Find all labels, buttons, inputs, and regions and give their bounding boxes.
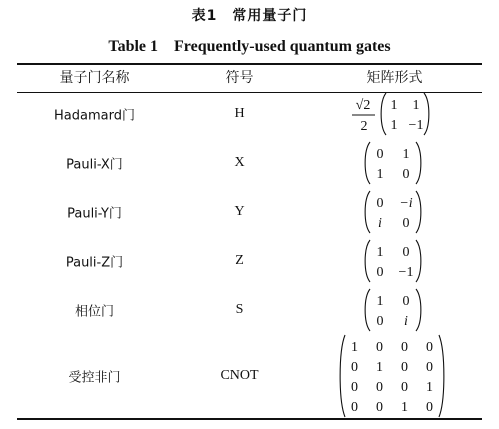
gate-symbol-phase: S	[235, 302, 244, 317]
matrix-cnot-entry: 0	[351, 400, 358, 415]
matrix-phase-right-paren	[416, 289, 421, 331]
matrix-cnot-entry: 1	[351, 340, 358, 355]
matrix-hadamard-entry: 1	[390, 118, 398, 133]
matrix-hadamard-left-paren	[381, 93, 386, 135]
matrix-phase-left-paren	[365, 289, 370, 331]
matrix-pauli-z-entry: 0	[402, 245, 410, 260]
gate-name-pauli-y: Pauli-Y门	[67, 206, 122, 222]
gate-name-phase: 相位门	[74, 304, 114, 320]
gate-name-hadamard: Hadamard门	[54, 108, 135, 124]
matrix-pauli-x-entry: 1	[402, 147, 410, 162]
matrix-pauli-z-entry: 1	[376, 245, 384, 260]
matrix-cnot-entry: 0	[401, 380, 408, 395]
matrix-pauli-y-entry: 0	[376, 196, 384, 211]
matrix-pauli-z-left-paren	[365, 240, 370, 282]
matrix-cnot-entry: 0	[426, 340, 433, 355]
matrix-pauli-y-entry: −i	[399, 196, 413, 211]
matrix-cnot-entry: 0	[401, 340, 408, 355]
matrix-pauli-z-entry: −1	[398, 265, 414, 280]
matrix-phase-entry: 0	[402, 294, 410, 309]
matrix-cnot-entry: 0	[351, 380, 358, 395]
matrix-cnot-left-paren	[340, 335, 345, 417]
gate-name-cnot: 受控非门	[68, 370, 121, 386]
matrix-pauli-z-right-paren	[416, 240, 421, 282]
matrix-cnot-entry: 0	[426, 400, 433, 415]
matrix-pauli-x-entry: 0	[402, 167, 410, 182]
gate-symbol-pauli-x: X	[234, 155, 245, 170]
matrix-cnot-entry: 1	[426, 380, 433, 395]
matrix-cnot-entry: 0	[376, 340, 383, 355]
table-bottom-rule	[17, 418, 482, 420]
matrix-phase-entry: 0	[376, 314, 384, 329]
matrix-cnot-entry: 1	[376, 360, 383, 375]
gate-symbol-hadamard: H	[234, 106, 245, 121]
gate-symbol-cnot: CNOT	[220, 368, 259, 383]
header-gate-name: 量子门名称	[59, 70, 130, 86]
matrix-cnot-right-paren	[439, 335, 444, 417]
gate-name-pauli-x: Pauli-X门	[66, 157, 123, 173]
table-caption-chinese: 表1 常用量子门	[191, 8, 308, 24]
gate-symbol-pauli-y: Y	[234, 204, 245, 219]
table-caption-english: Table 1 Frequently-used quantum gates	[108, 38, 391, 55]
matrix-pauli-x-entry: 1	[376, 167, 384, 182]
prefactor-denominator: 2	[360, 119, 368, 134]
matrix-hadamard-entry: 1	[390, 98, 398, 113]
matrix-cnot-entry: 1	[401, 400, 408, 415]
matrix-phase-entry: i	[404, 314, 408, 329]
matrix-pauli-y-left-paren	[365, 191, 370, 233]
gate-symbol-pauli-z: Z	[235, 253, 244, 268]
gate-name-pauli-z: Pauli-Z门	[65, 255, 124, 271]
matrix-cnot-entry: 0	[351, 360, 358, 375]
matrix-pauli-x-entry: 0	[376, 147, 384, 162]
matrix-cnot-entry: 0	[376, 400, 383, 415]
matrix-hadamard-right-paren	[424, 93, 429, 135]
matrix-pauli-x-right-paren	[416, 142, 421, 184]
matrix-cnot-entry: 0	[426, 360, 433, 375]
header-symbol: 符号	[225, 70, 254, 86]
matrix-cnot-entry: 0	[401, 360, 408, 375]
header-matrix-form: 矩阵形式	[366, 70, 423, 86]
matrix-hadamard-entry: 1	[412, 98, 420, 113]
matrix-cnot-entry: 0	[376, 380, 383, 395]
matrix-hadamard-entry: −1	[408, 118, 424, 133]
matrix-pauli-z-entry: 0	[376, 265, 384, 280]
matrix-pauli-y-right-paren	[416, 191, 421, 233]
matrix-phase-entry: 1	[376, 294, 384, 309]
matrix-pauli-y-entry: i	[378, 216, 382, 231]
prefactor-numerator: √2	[355, 98, 371, 113]
matrix-pauli-x-left-paren	[365, 142, 370, 184]
matrix-pauli-y-entry: 0	[402, 216, 410, 231]
